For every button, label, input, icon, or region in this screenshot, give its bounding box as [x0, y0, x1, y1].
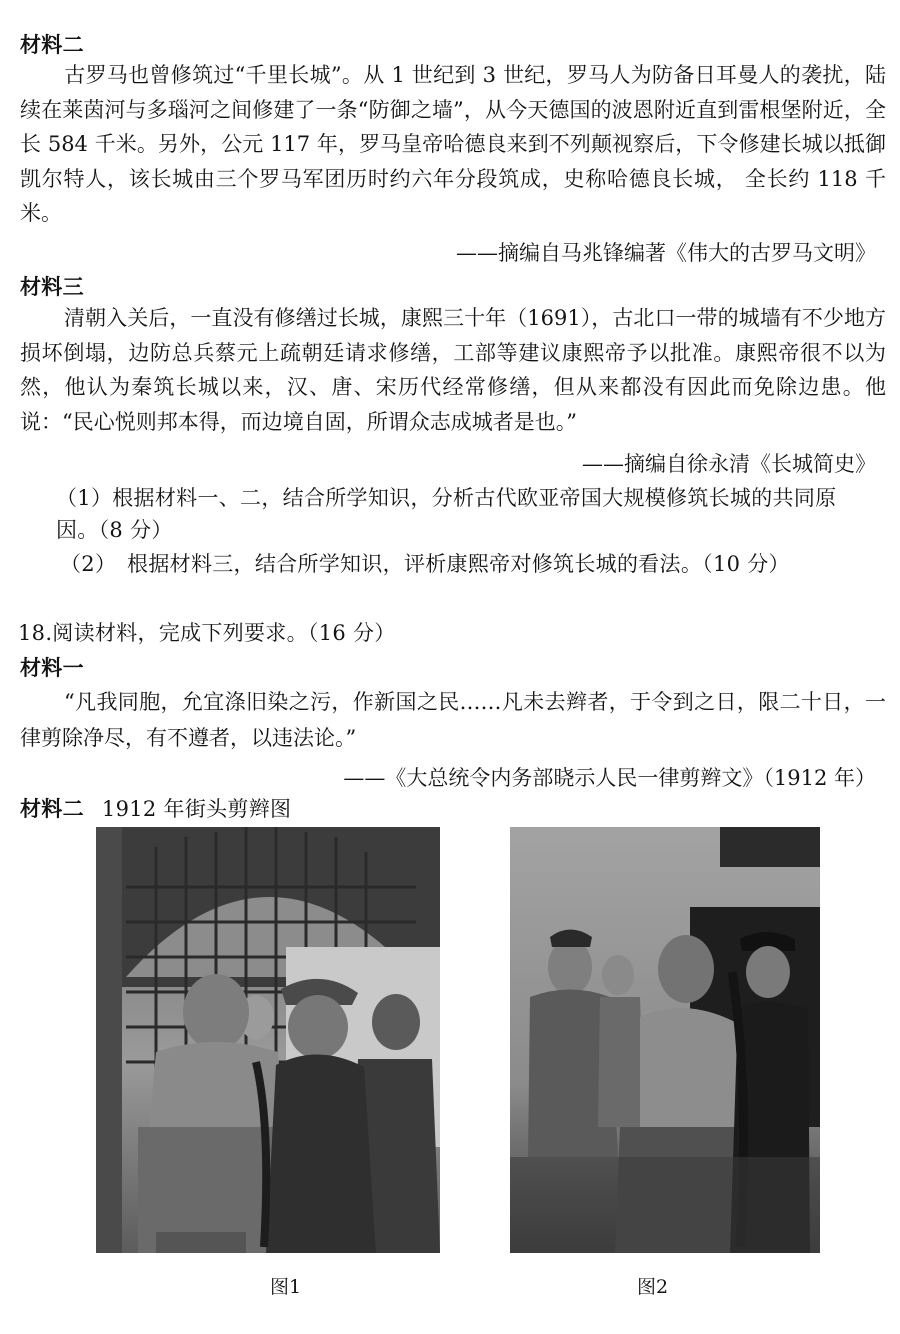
q18-material1-paragraph [20, 684, 886, 756]
material2-text: 古罗马也曾修筑过“千里长城”。从 1 世纪到 3 世纪，罗马人为防备日耳曼人的袭扰，陆续在莱茵河与多瑙河之间修建了一条“防御之墙”，从今天德国的波恩附近直到雷根堡附近，全长 584 千米。另外，公元 117 年，罗马皇帝哈德良来到不列颠视察后，下令修建长城以抵御凯尔特人，该长城由三个罗马军团历时约六年分段筑成，史称哈德良长城， 全长约 118 千米。 [20, 63, 886, 225]
material2-paragraph [20, 58, 886, 238]
material2-source: ——摘编自马兆锋编著《伟大的古罗马文明》 [456, 241, 876, 265]
q18-material2-title: 1912 年街头剪辫图 [101, 797, 292, 821]
material3-source: ——摘编自徐永清《长城简史》 [582, 452, 876, 476]
q18-material1-heading: 材料一 [20, 656, 84, 680]
question-1-line-1: （1）根据材料一、二，结合所学知识，分析古代欧亚帝国大规模修筑长城的共同原 [56, 486, 837, 510]
figure-2-photo [510, 827, 820, 1253]
material3-heading: 材料三 [20, 275, 84, 299]
figure-1-caption: 图1 [270, 1276, 302, 1298]
material3-text: 清朝入关后，一直没有修缮过长城，康熙三十年（1691），古北口一带的城墙有不少地方损坏倒塌，边防总兵蔡元上疏朝廷请求修缮，工部等建议康熙帝予以批准。康熙帝很不以为然，他认为秦筑长城以来，汉、唐、宋历代经常修缮，但从来都没有因此而免除边患。他说：“民心悦则邦本得，而边境自固，所谓众志成城者是也。” [20, 306, 886, 434]
q18-material1-text: “凡我同胞，允宜涤旧染之污，作新国之民……凡未去辫者，于令到之日，限二十日，一律剪除净尽，有不遵者，以违法论。” [20, 690, 886, 750]
q18-material2-line [20, 797, 291, 821]
figure-1-photo [96, 827, 440, 1253]
material2-heading: 材料二 [20, 33, 84, 57]
q18-material1-source: ——《大总统令内务部晓示人民一律剪辫文》（1912 年） [343, 766, 876, 790]
question-2: （2） 根据材料三，结合所学知识，评析康熙帝对修筑长城的看法。（10 分） [60, 552, 790, 576]
question-1-line-2: 因。（8 分） [56, 518, 173, 542]
figure-2-caption: 图2 [637, 1276, 669, 1298]
question-18-title: 18.阅读材料，完成下列要求。（16 分） [18, 621, 396, 645]
q18-material2-heading: 材料二 [20, 797, 84, 821]
material3-paragraph [20, 301, 886, 443]
